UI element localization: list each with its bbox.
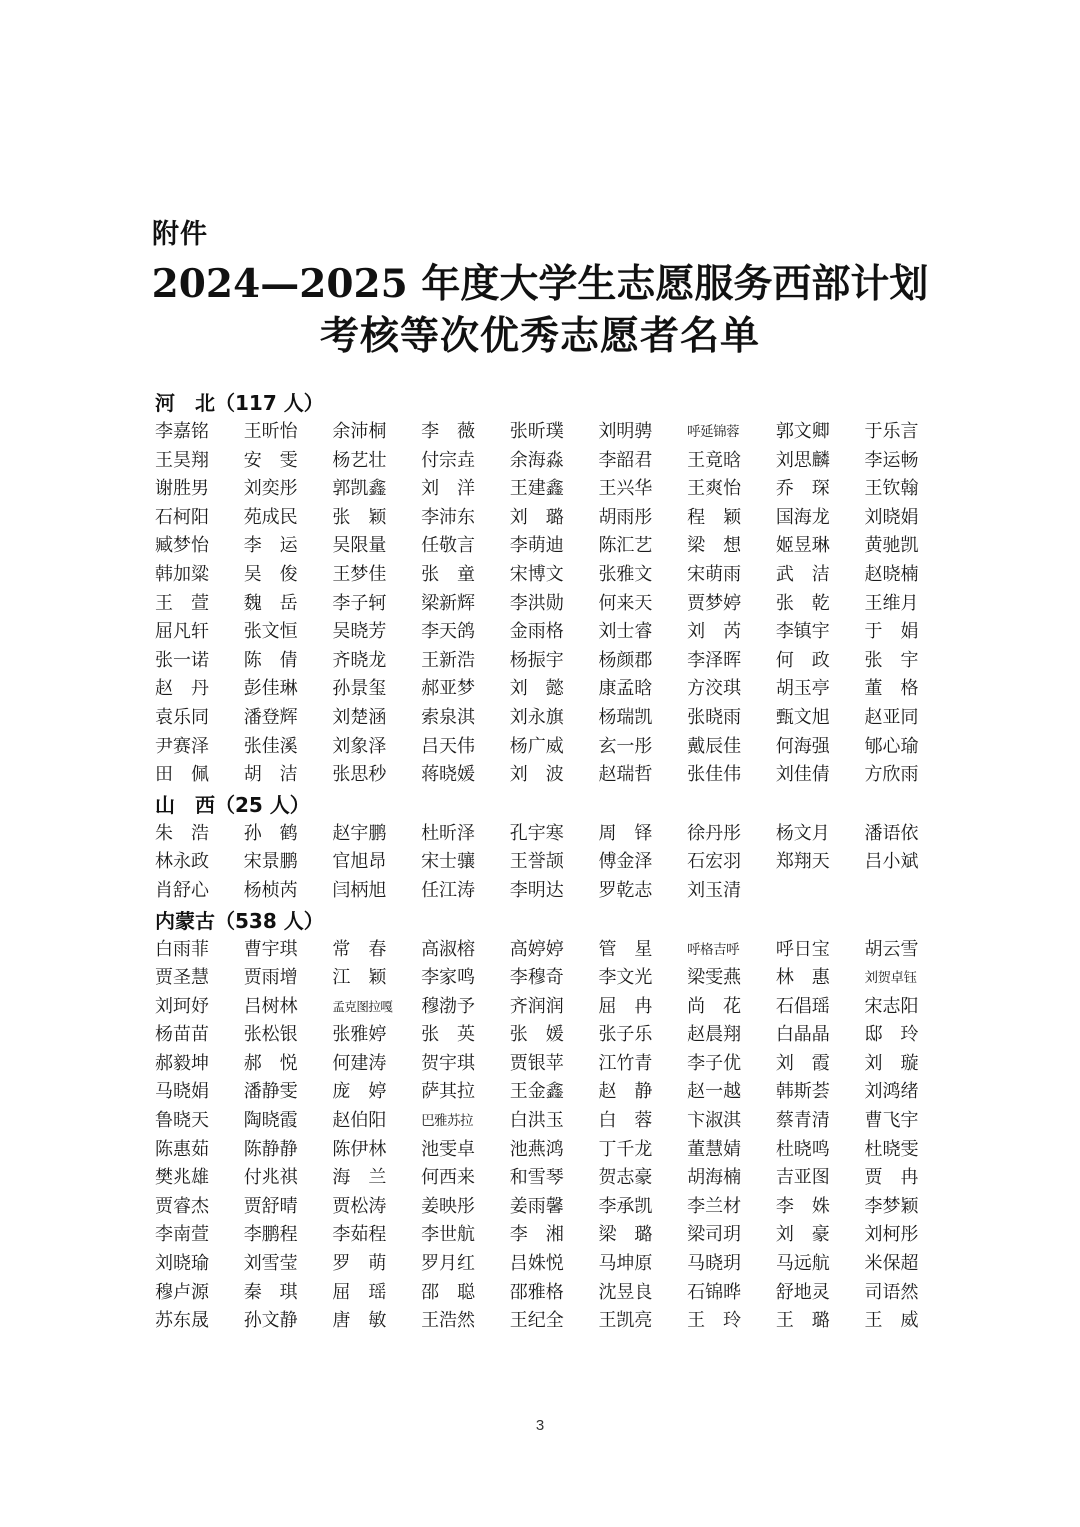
name-entry: 常 春	[332, 938, 387, 960]
name-entry: 吕天伟	[421, 735, 476, 757]
name-entry: 杜昕泽	[421, 822, 476, 844]
name-entry: 白晶晶	[775, 1024, 830, 1046]
name-entry: 王浩然	[421, 1310, 476, 1332]
name-entry: 宋景鹏	[243, 851, 298, 873]
name-entry: 张 英	[421, 1024, 476, 1046]
name-entry: 罗月红	[421, 1253, 476, 1275]
name-entry: 郝亚梦	[421, 678, 476, 700]
name-entry: 马晓玥	[687, 1253, 742, 1275]
name-entry: 白雨菲	[155, 938, 209, 960]
name-entry: 吉亚图	[775, 1167, 830, 1189]
name-entry: 何西来	[421, 1167, 476, 1189]
name-entry: 杨文月	[775, 822, 830, 844]
page-number: 3	[535, 1417, 545, 1434]
name-entry: 司语然	[864, 1281, 919, 1303]
name-entry: 张 宇	[864, 649, 919, 671]
name-entry: 刘晓娟	[864, 506, 919, 528]
name-entry: 巴雅苏拉	[421, 1113, 474, 1130]
name-entry: 田 佩	[155, 764, 209, 786]
name-entry: 王誉颉	[509, 851, 564, 873]
name-entry: 梁新辉	[421, 592, 476, 614]
name-entry: 宋士骧	[421, 851, 476, 873]
name-entry: 李文光	[598, 967, 653, 989]
name-entry: 屈凡轩	[155, 621, 209, 643]
name-entry: 呼延锦蓉	[687, 424, 740, 440]
name-entry: 朱 浩	[155, 822, 209, 844]
name-entry: 王梦佳	[332, 563, 387, 585]
province-name: 内蒙古	[155, 908, 215, 933]
name-entry: 罗 萌	[332, 1253, 387, 1275]
name-entry: 任敬言	[421, 535, 476, 557]
name-entry: 李韶君	[598, 449, 653, 471]
name-entry: 武 洁	[775, 563, 830, 585]
name-entry: 张思秒	[332, 764, 387, 786]
name-entry: 庞 婷	[332, 1081, 387, 1103]
name-entry: 高婷婷	[509, 938, 564, 960]
name-entry: 王钦翰	[864, 478, 919, 500]
name-entry: 李家鸣	[421, 967, 476, 989]
name-entry: 魏 岳	[243, 592, 298, 614]
name-entry: 胡玉亭	[775, 678, 830, 700]
name-entry: 李梦颖	[864, 1195, 919, 1217]
name-entry: 余海淼	[509, 449, 564, 471]
name-entry: 姜雨馨	[509, 1195, 564, 1217]
name-entry: 李明达	[509, 879, 564, 901]
name-entry: 戴辰佳	[687, 735, 742, 757]
name-entry: 刘雪莹	[243, 1253, 298, 1275]
name-entry: 白 蓉	[598, 1110, 653, 1132]
name-entry: 李运畅	[864, 449, 919, 471]
name-entry: 王 玲	[687, 1310, 742, 1332]
name-entry: 张文恒	[243, 621, 298, 643]
section-shanxi	[155, 790, 935, 906]
name-entry: 高淑榕	[421, 938, 476, 960]
name-entry: 杨瑞凯	[598, 706, 653, 728]
name-entry: 赵瑞哲	[598, 764, 653, 786]
name-entry: 李嘉铭	[155, 421, 209, 442]
name-entry: 王金鑫	[509, 1081, 564, 1103]
name-entry: 刘贺卓钰	[864, 970, 917, 987]
name-entry: 傅金泽	[598, 851, 653, 873]
name-entry: 刘晓瑜	[155, 1253, 209, 1275]
name-entry: 杨颜郡	[598, 649, 653, 671]
name-entry: 刘明骋	[598, 421, 653, 442]
name-entry: 臧梦怡	[155, 535, 209, 557]
name-entry: 陶晓霞	[243, 1110, 298, 1132]
name-entry: 李天鸽	[421, 621, 476, 643]
name-entry: 梁 想	[687, 535, 742, 557]
name-entry: 杨艺壮	[332, 449, 387, 471]
name-entry: 杨苗苗	[155, 1024, 209, 1046]
name-entry: 呼格吉呼	[687, 941, 740, 958]
name-entry: 萨其拉	[421, 1081, 476, 1103]
name-entry: 石倡瑶	[775, 995, 830, 1017]
section-header	[155, 790, 935, 820]
name-entry: 刘 懿	[509, 678, 564, 700]
name-entry: 徐丹彤	[687, 822, 742, 844]
name-entry: 刘珂妤	[155, 995, 209, 1017]
name-entry: 郝毅坤	[155, 1052, 209, 1074]
name-entry: 于 娟	[864, 621, 919, 643]
name-entry: 刘象泽	[332, 735, 387, 757]
name-entry: 蔡青清	[775, 1110, 830, 1132]
name-grid	[155, 936, 935, 1336]
name-entry: 张 媛	[509, 1024, 564, 1046]
name-entry: 赵晨翔	[687, 1024, 742, 1046]
name-list	[155, 388, 935, 1336]
name-entry: 官旭昂	[332, 851, 387, 873]
name-entry: 玄一彤	[598, 735, 653, 757]
name-entry: 李 姝	[775, 1195, 830, 1217]
name-entry: 刘 璇	[864, 1052, 919, 1074]
name-entry: 付兆祺	[243, 1167, 298, 1189]
name-entry: 杨桢芮	[243, 879, 298, 901]
name-entry: 贾梦婷	[687, 592, 742, 614]
name-entry: 王昕怡	[243, 421, 298, 442]
name-entry: 胡海楠	[687, 1167, 742, 1189]
name-entry: 李茹程	[332, 1224, 387, 1246]
document-title-line2: 考核等次优秀志愿者名单	[319, 313, 760, 359]
name-entry: 林永政	[155, 851, 209, 873]
name-entry: 白洪玉	[509, 1110, 564, 1132]
name-entry: 闫柄旭	[332, 879, 387, 901]
name-entry: 李泽晖	[687, 649, 742, 671]
name-entry: 韩斯荟	[775, 1081, 830, 1103]
name-entry: 王昊翔	[155, 449, 209, 471]
name-entry: 赵一越	[687, 1081, 742, 1103]
name-entry: 穆卢源	[155, 1281, 209, 1303]
name-entry: 屈 冉	[598, 995, 653, 1017]
name-entry: 张佳伟	[687, 764, 742, 786]
name-entry: 黄驰凯	[864, 535, 919, 557]
name-entry: 王兴华	[598, 478, 653, 500]
name-entry: 孙景玺	[332, 678, 387, 700]
name-entry: 张一诺	[155, 649, 209, 671]
name-entry: 张佳溪	[243, 735, 298, 757]
name-entry: 宋萌雨	[687, 563, 742, 585]
name-entry: 石柯阳	[155, 506, 209, 528]
name-entry: 沈昱良	[598, 1281, 653, 1303]
name-entry: 邸 玲	[864, 1024, 919, 1046]
name-entry: 梁雯燕	[687, 967, 742, 989]
name-entry: 和雪琴	[509, 1167, 564, 1189]
name-entry: 王凯亮	[598, 1310, 653, 1332]
name-entry: 刘柯彤	[864, 1224, 919, 1246]
name-entry: 孙文静	[243, 1310, 298, 1332]
name-entry: 李沛东	[421, 506, 476, 528]
name-entry: 何建涛	[332, 1052, 387, 1074]
section-hebei	[155, 388, 935, 790]
name-entry: 乔 琛	[775, 478, 830, 500]
name-entry: 李镇宇	[775, 621, 830, 643]
name-entry: 王 璐	[775, 1310, 830, 1332]
name-entry: 赵伯阳	[332, 1110, 387, 1132]
name-entry: 刘 霞	[775, 1052, 830, 1074]
name-entry: 海 兰	[332, 1167, 387, 1189]
name-entry: 李洪勋	[509, 592, 564, 614]
name-entry: 马坤原	[598, 1253, 653, 1275]
name-entry: 胡云雪	[864, 938, 919, 960]
name-entry: 唐 敏	[332, 1310, 387, 1332]
name-entry: 贾 冉	[864, 1167, 919, 1189]
name-entry: 陈伊林	[332, 1138, 387, 1160]
name-entry: 刘鸿绪	[864, 1081, 919, 1103]
name-entry: 吕姝悦	[509, 1253, 564, 1275]
name-entry: 赵亚同	[864, 706, 919, 728]
name-entry: 刘 芮	[687, 621, 742, 643]
name-entry: 张 颖	[332, 506, 387, 528]
name-entry: 姜映彤	[421, 1195, 476, 1217]
name-entry: 袁乐同	[155, 706, 209, 728]
name-entry: 吴 俊	[243, 563, 298, 585]
name-entry: 刘佳倩	[775, 764, 830, 786]
name-entry: 王 威	[864, 1310, 919, 1332]
name-entry: 国海龙	[775, 506, 830, 528]
name-entry: 吴限量	[332, 535, 387, 557]
name-entry: 张 乾	[775, 592, 830, 614]
name-entry: 池雯卓	[421, 1138, 476, 1160]
name-entry: 邵 聪	[421, 1281, 476, 1303]
name-entry: 贾舒晴	[243, 1195, 298, 1217]
name-entry: 郭文卿	[775, 421, 830, 442]
count-label: （25 人）	[215, 792, 310, 817]
name-entry: 李承凯	[598, 1195, 653, 1217]
name-entry: 邵雅格	[509, 1281, 564, 1303]
name-entry: 齐润润	[509, 995, 564, 1017]
name-entry: 任江涛	[421, 879, 476, 901]
name-entry: 方欣雨	[864, 764, 919, 786]
name-entry: 齐晓龙	[332, 649, 387, 671]
name-entry: 管 星	[598, 938, 653, 960]
name-entry: 孙 鹤	[243, 822, 298, 844]
name-entry: 刘奕彤	[243, 478, 298, 500]
name-entry: 陈汇艺	[598, 535, 653, 557]
name-entry: 张昕璞	[509, 421, 564, 442]
name-grid	[155, 820, 935, 906]
name-entry: 罗乾志	[598, 879, 653, 901]
name-entry: 张 童	[421, 563, 476, 585]
name-entry: 杜晓鸣	[775, 1138, 830, 1160]
province-name: 河 北	[155, 391, 215, 415]
name-entry: 刘思麟	[775, 449, 830, 471]
name-entry: 贺志豪	[598, 1167, 653, 1189]
name-entry: 王纪全	[509, 1310, 564, 1332]
name-entry: 张雅婷	[332, 1024, 387, 1046]
name-entry: 韩加粱	[155, 563, 209, 585]
name-entry: 周 铎	[598, 822, 653, 844]
name-entry: 赵晓楠	[864, 563, 919, 585]
name-entry: 尚 花	[687, 995, 742, 1017]
name-entry: 蒋晓媛	[421, 764, 476, 786]
name-entry: 呼日宝	[775, 938, 830, 960]
name-entry: 胡雨彤	[598, 506, 653, 528]
name-entry: 张松银	[243, 1024, 298, 1046]
name-entry: 孔宇寒	[509, 822, 564, 844]
name-entry: 李南萱	[155, 1224, 209, 1246]
name-entry: 程 颖	[687, 506, 742, 528]
section-header	[155, 906, 935, 936]
name-entry: 马远航	[775, 1253, 830, 1275]
name-entry: 刘玉清	[687, 879, 742, 901]
name-entry: 卞淑淇	[687, 1110, 742, 1132]
name-entry: 潘语依	[864, 822, 919, 844]
name-entry: 王竟晗	[687, 449, 742, 471]
name-entry: 董慧婧	[687, 1138, 742, 1160]
name-entry: 宋博文	[509, 563, 564, 585]
name-entry: 陈 倩	[243, 649, 298, 671]
name-entry: 舒地灵	[775, 1281, 830, 1303]
name-entry: 胡 洁	[243, 764, 298, 786]
name-entry: 郭凯鑫	[332, 478, 387, 500]
name-entry: 鲁晓天	[155, 1110, 209, 1132]
name-entry: 潘静雯	[243, 1081, 298, 1103]
name-entry: 李兰材	[687, 1195, 742, 1217]
name-entry: 刘楚涵	[332, 706, 387, 728]
name-entry: 陈惠茹	[155, 1138, 209, 1160]
name-entry: 秦 琪	[243, 1281, 298, 1303]
name-entry: 王建鑫	[509, 478, 564, 500]
name-entry: 苏东晟	[155, 1310, 209, 1332]
name-entry: 吕树林	[243, 995, 298, 1017]
name-entry: 石锦晔	[687, 1281, 742, 1303]
name-entry: 米保超	[864, 1253, 919, 1275]
name-entry: 何海强	[775, 735, 830, 757]
name-entry: 贾松涛	[332, 1195, 387, 1217]
name-entry: 赵 静	[598, 1081, 653, 1103]
name-entry: 李萌迪	[509, 535, 564, 557]
name-entry: 李穆奇	[509, 967, 564, 989]
name-entry: 林 惠	[775, 967, 830, 989]
name-entry: 董 格	[864, 678, 919, 700]
count-label: （538 人）	[215, 908, 324, 933]
province-name: 山 西	[155, 792, 215, 817]
name-entry: 康孟晗	[598, 678, 653, 700]
name-entry: 刘永旗	[509, 706, 564, 728]
name-entry: 刘士睿	[598, 621, 653, 643]
name-entry: 张雅文	[598, 563, 653, 585]
name-entry: 马晓娟	[155, 1081, 209, 1103]
name-entry: 贾睿杰	[155, 1195, 209, 1217]
name-entry: 尹赛泽	[155, 735, 209, 757]
name-entry: 丁千龙	[598, 1138, 653, 1160]
name-entry: 樊兆雄	[155, 1167, 209, 1189]
name-entry: 曹飞宇	[864, 1110, 919, 1132]
name-entry: 郇心瑜	[864, 735, 919, 757]
name-entry: 刘 璐	[509, 506, 564, 528]
name-entry: 贾圣慧	[155, 967, 209, 989]
name-entry: 刘 波	[509, 764, 564, 786]
name-entry: 潘登辉	[243, 706, 298, 728]
name-entry: 何来天	[598, 592, 653, 614]
name-entry: 金雨格	[509, 621, 564, 643]
name-entry: 李子优	[687, 1052, 742, 1074]
attachment-label: 附件	[152, 219, 208, 250]
name-entry: 吴晓芳	[332, 621, 387, 643]
name-entry: 张晓雨	[687, 706, 742, 728]
name-entry: 赵宇鹏	[332, 822, 387, 844]
name-entry: 江 颖	[332, 967, 387, 989]
document-title-line1: 2024—2025 年度大学生志愿服务西部计划	[151, 261, 929, 307]
name-entry: 王爽怡	[687, 478, 742, 500]
name-entry: 李 运	[243, 535, 298, 557]
name-entry: 余沛桐	[332, 421, 387, 442]
section-header	[155, 388, 935, 418]
name-entry: 石宏羽	[687, 851, 742, 873]
name-entry: 索泉淇	[421, 706, 476, 728]
name-entry: 甄文旭	[775, 706, 830, 728]
section-neimenggu	[155, 906, 935, 1336]
name-entry: 何 政	[775, 649, 830, 671]
name-entry: 梁 璐	[598, 1224, 653, 1246]
name-entry: 王 萱	[155, 592, 209, 614]
name-entry: 肖舒心	[155, 879, 209, 901]
name-entry: 陈静静	[243, 1138, 298, 1160]
name-entry: 宋志阳	[864, 995, 919, 1017]
name-entry: 姬昱琳	[775, 535, 830, 557]
name-entry: 曹宇琪	[243, 938, 298, 960]
name-entry: 张子乐	[598, 1024, 653, 1046]
name-entry: 李世航	[421, 1224, 476, 1246]
name-entry: 王维月	[864, 592, 919, 614]
name-entry: 付宗垚	[421, 449, 476, 471]
name-entry: 安 雯	[243, 449, 298, 471]
name-entry: 穆渤予	[421, 995, 476, 1017]
name-entry: 贾银苹	[509, 1052, 564, 1074]
name-entry: 杨广威	[509, 735, 564, 757]
name-entry: 江竹青	[598, 1052, 653, 1074]
name-entry: 刘 洋	[421, 478, 476, 500]
name-entry: 屈 瑶	[332, 1281, 387, 1303]
name-grid	[155, 418, 935, 790]
name-entry: 谢胜男	[155, 478, 209, 500]
name-entry: 郑翔天	[775, 851, 830, 873]
name-entry: 杜晓雯	[864, 1138, 919, 1160]
name-entry: 方洨琪	[687, 678, 742, 700]
name-entry: 梁司玥	[687, 1224, 742, 1246]
name-entry: 刘 豪	[775, 1224, 830, 1246]
name-entry: 李 薇	[421, 421, 476, 442]
name-entry: 李 湘	[509, 1224, 564, 1246]
name-entry: 赵 丹	[155, 678, 209, 700]
name-entry: 贾雨增	[243, 967, 298, 989]
name-entry: 池燕鸿	[509, 1138, 564, 1160]
name-entry: 苑成民	[243, 506, 298, 528]
name-entry: 李子轲	[332, 592, 387, 614]
name-entry: 彭佳琳	[243, 678, 298, 700]
name-entry: 郝 悦	[243, 1052, 298, 1074]
name-entry: 贺宇琪	[421, 1052, 476, 1074]
name-entry: 王新浩	[421, 649, 476, 671]
name-entry: 孟克图拉嘎	[332, 998, 393, 1014]
name-entry: 于乐言	[864, 421, 919, 442]
name-entry: 李鹏程	[243, 1224, 298, 1246]
count-label: （117 人）	[215, 391, 324, 415]
name-entry: 吕小斌	[864, 851, 919, 873]
name-entry: 杨振宇	[509, 649, 564, 671]
